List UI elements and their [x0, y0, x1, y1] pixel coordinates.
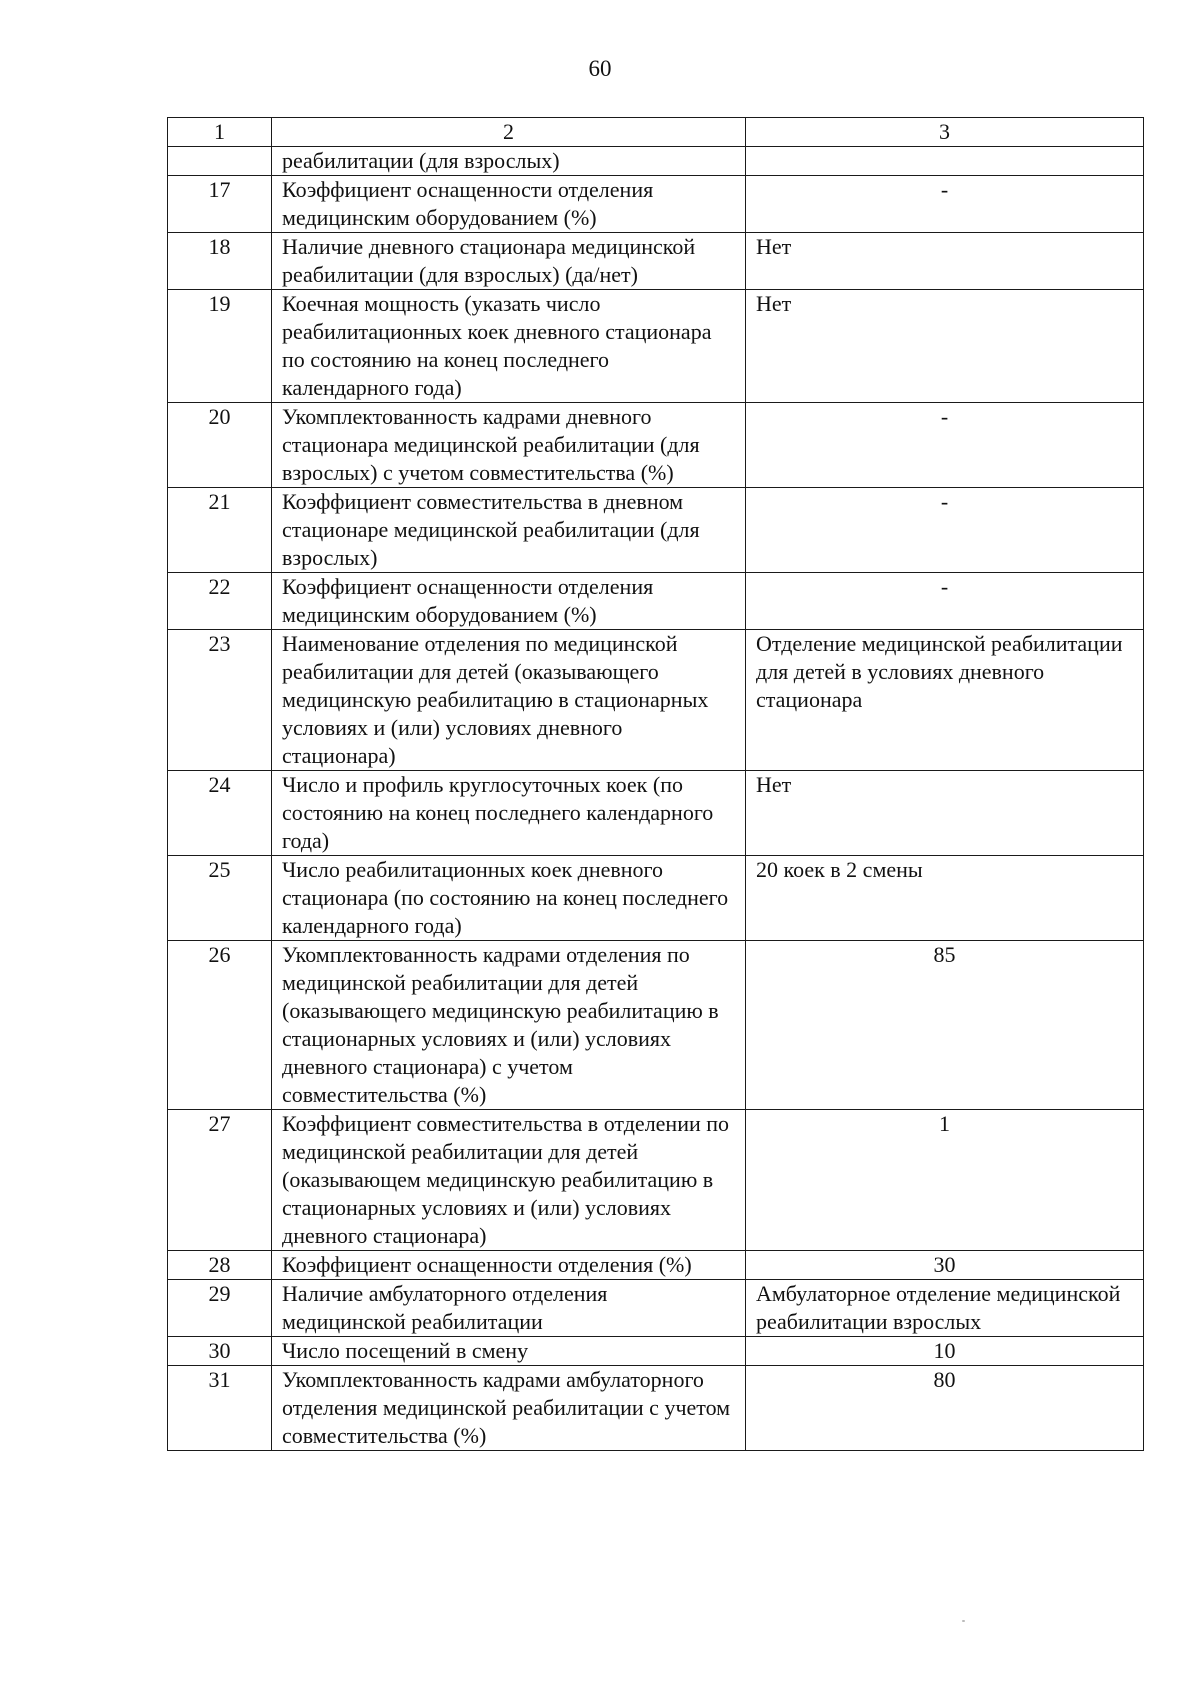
indicator-name: Коэффициент совместительства в дневном стационаре медицинской реабилитации (для взрослых)	[272, 488, 746, 573]
indicator-name: Коэффициент совместительства в отделении по медицинской реабилитации для детей (оказывающем медицинскую реабилитацию в стационарных условиях и (или) условиях дневного стационара)	[272, 1110, 746, 1251]
row-number: 28	[168, 1251, 272, 1280]
indicator-name: Укомплектованность кадрами дневного стационара медицинской реабилитации (для взрослых) с учетом совместительства (%)	[272, 403, 746, 488]
row-number: 21	[168, 488, 272, 573]
indicator-value: 80	[746, 1366, 1144, 1451]
row-number: 20	[168, 403, 272, 488]
table-row	[168, 147, 1144, 176]
table-row	[168, 630, 1144, 771]
indicator-name: реабилитации (для взрослых)	[272, 147, 746, 176]
indicator-name: Наличие дневного стационара медицинской реабилитации (для взрослых) (да/нет)	[272, 233, 746, 290]
indicator-value: 1	[746, 1110, 1144, 1251]
indicator-name: Коэффициент оснащенности отделения (%)	[272, 1251, 746, 1280]
indicator-name: Число посещений в смену	[272, 1337, 746, 1366]
row-number: 26	[168, 941, 272, 1110]
table-row	[168, 941, 1144, 1110]
table-row	[168, 1251, 1144, 1280]
indicator-name: Коечная мощность (указать число реабилитационных коек дневного стационара по состоянию на конец последнего календарного года)	[272, 290, 746, 403]
indicator-name: Коэффициент оснащенности отделения медицинским оборудованием (%)	[272, 176, 746, 233]
table-row	[168, 1110, 1144, 1251]
indicator-value: 10	[746, 1337, 1144, 1366]
indicator-value: -	[746, 573, 1144, 630]
table-row	[168, 176, 1144, 233]
indicator-name: Коэффициент оснащенности отделения медицинским оборудованием (%)	[272, 573, 746, 630]
indicators-table	[167, 117, 1144, 1451]
indicator-value: Отделение медицинской реабилитации для детей в условиях дневного стационара	[746, 630, 1144, 771]
row-number: 19	[168, 290, 272, 403]
row-number	[168, 147, 272, 176]
indicator-name: Наименование отделения по медицинской реабилитации для детей (оказывающего медицинскую реабилитацию в стационарных условиях и (или) условиях дневного стационара)	[272, 630, 746, 771]
table-row	[168, 488, 1144, 573]
indicator-value: Нет	[746, 233, 1144, 290]
table-row	[168, 1280, 1144, 1337]
indicator-name: Укомплектованность кадрами отделения по медицинской реабилитации для детей (оказывающего медицинскую реабилитацию в стационарных условиях и (или) условиях дневного стационара) с учетом совместительства (%)	[272, 941, 746, 1110]
indicator-value: -	[746, 403, 1144, 488]
table-row	[168, 403, 1144, 488]
indicator-value: 20 коек в 2 смены	[746, 856, 1144, 941]
scan-speck	[962, 1620, 965, 1622]
table-body	[168, 118, 1144, 1451]
table-row	[168, 233, 1144, 290]
table-row	[168, 1337, 1144, 1366]
row-number: 25	[168, 856, 272, 941]
indicator-value: Амбулаторное отделение медицинской реабилитации взрослых	[746, 1280, 1144, 1337]
row-number: 24	[168, 771, 272, 856]
indicator-name: Наличие амбулаторного отделения медицинской реабилитации	[272, 1280, 746, 1337]
indicator-value: 30	[746, 1251, 1144, 1280]
indicator-name: Число и профиль круглосуточных коек (по состоянию на конец последнего календарного года)	[272, 771, 746, 856]
row-number: 30	[168, 1337, 272, 1366]
row-number: 31	[168, 1366, 272, 1451]
column-header-1: 1	[168, 118, 272, 147]
indicator-name: Число реабилитационных коек дневного стационара (по состоянию на конец последнего календарного года)	[272, 856, 746, 941]
row-number: 27	[168, 1110, 272, 1251]
column-header-2: 2	[272, 118, 746, 147]
table-row	[168, 1366, 1144, 1451]
row-number: 22	[168, 573, 272, 630]
table-row	[168, 856, 1144, 941]
page-number: 60	[588, 56, 612, 81]
indicator-name: Укомплектованность кадрами амбулаторного отделения медицинской реабилитации с учетом совместительства (%)	[272, 1366, 746, 1451]
table-row	[168, 771, 1144, 856]
table-row	[168, 573, 1144, 630]
row-number: 23	[168, 630, 272, 771]
row-number: 17	[168, 176, 272, 233]
table-row	[168, 290, 1144, 403]
indicator-value: Нет	[746, 771, 1144, 856]
indicator-value	[746, 147, 1144, 176]
indicator-value: Нет	[746, 290, 1144, 403]
row-number: 18	[168, 233, 272, 290]
column-header-3: 3	[746, 118, 1144, 147]
indicator-value: -	[746, 176, 1144, 233]
indicator-value: -	[746, 488, 1144, 573]
row-number: 29	[168, 1280, 272, 1337]
indicator-value: 85	[746, 941, 1144, 1110]
table-header-row	[168, 118, 1144, 147]
